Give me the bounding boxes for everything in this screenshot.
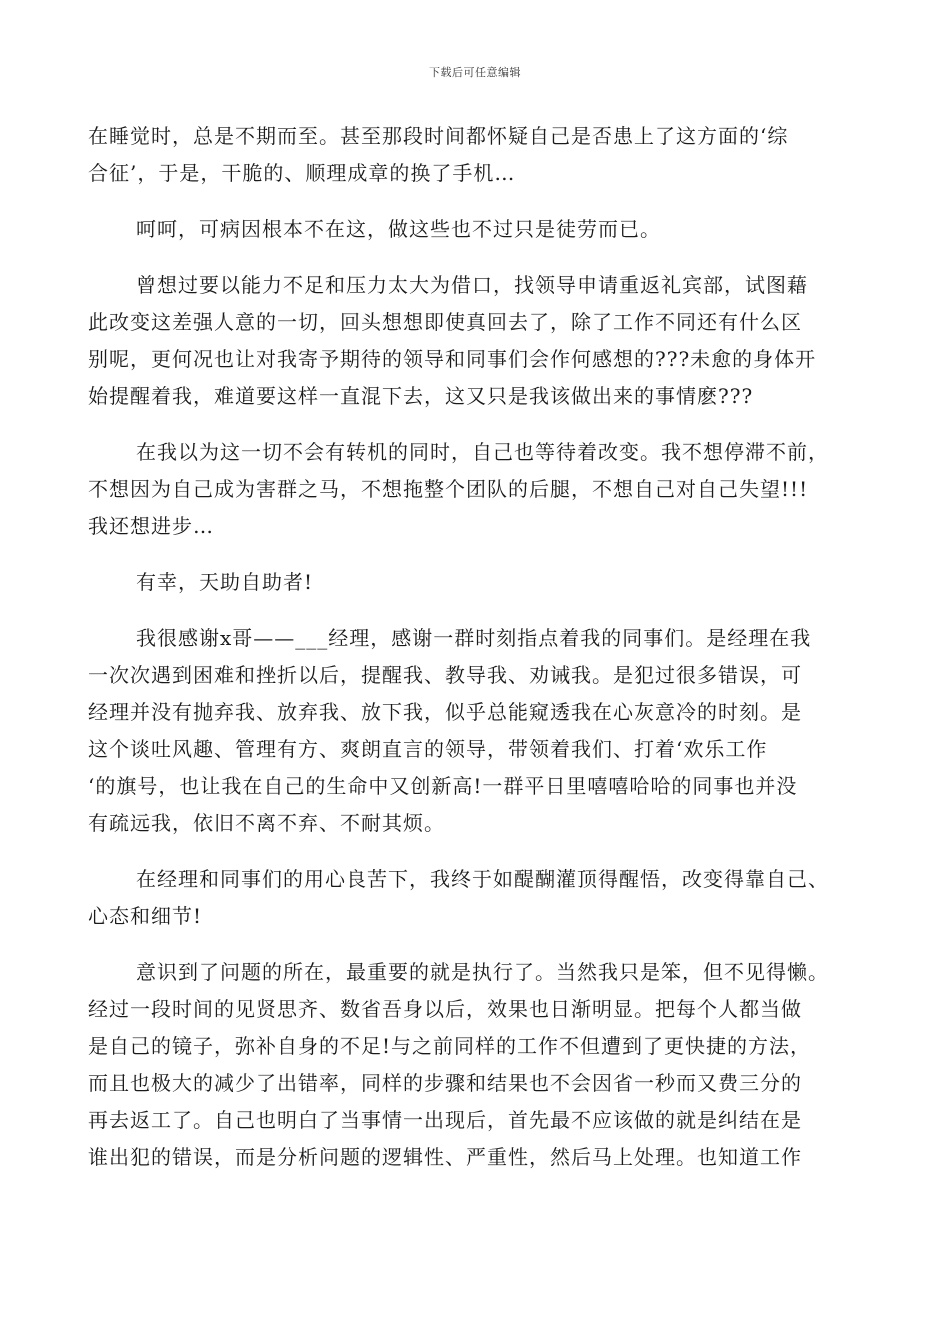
text-line: 在睡觉时，总是不期而至。甚至那段时间都怀疑自己是否患上了这方面的‘综: [88, 124, 789, 148]
paragraph: [88, 861, 863, 935]
text-line: 此改变这差强人意的一切，回头想想即使真回去了，除了工作不同还有什么区: [88, 310, 802, 334]
page-header: 下载后可任意编辑: [429, 66, 521, 79]
text-line: 有疏远我，依旧不离不弃、不耐其烦。: [88, 811, 445, 835]
text-line: 经理并没有抛弃我、放弃我、放下我，似乎总能窥透我在心灰意冷的时刻。是: [88, 700, 802, 724]
text-line: 不想因为自己成为害群之马，不想拖整个团队的后腿，不想自己对自己失望!!!: [88, 477, 809, 501]
text-line: 这个谈吐风趣、管理有方、爽朗直言的领导，带领着我们、打着‘欢乐工作: [88, 737, 768, 761]
text-line: 谁出犯的错误，而是分析问题的逻辑性、严重性，然后马上处理。也知道工作: [88, 1145, 802, 1169]
text-line: 我很感谢x哥——___经理，感谢一群时刻指点着我的同事们。是经理在我: [136, 626, 812, 650]
text-line: 呵呵，可病因根本不在这，做这些也不过只是徒劳而已。: [136, 217, 661, 241]
text-line: 意识到了问题的所在，最重要的就是执行了。当然我只是笨，但不见得懒。: [136, 960, 829, 984]
paragraph: [88, 211, 863, 248]
text-line: 是自己的镜子，弥补自身的不足!与之前同样的工作不但遭到了更快捷的方法，: [88, 1034, 812, 1058]
paragraph: [88, 267, 863, 415]
text-line: 有幸，天助自助者!: [136, 570, 314, 594]
text-line: 我还想进步…: [88, 514, 214, 538]
text-line: 曾想过要以能力不足和压力太大为借口，找领导申请重返礼宾部，试图藉: [136, 273, 808, 297]
paragraph: [88, 434, 863, 545]
paragraph: [88, 564, 863, 601]
document-body: [88, 118, 863, 1195]
text-line: 而且也极大的减少了出错率，同样的步骤和结果也不会因省一秒而又费三分的: [88, 1071, 802, 1095]
text-line: 始提醒着我，难道要这样一直混下去，这又只是我该做出来的事情麽???: [88, 384, 754, 408]
text-line: 在经理和同事们的用心良苦下，我终于如醍醐灌顶得醒悟，改变得靠自己、: [136, 867, 829, 891]
text-line: ‘的旗号，也让我在自己的生命中又创新高!一群平日里嘻嘻哈哈的同事也并没: [88, 774, 798, 798]
paragraph: [88, 954, 863, 1176]
text-line: 合征’，于是，干脆的、顺理成章的换了手机…: [88, 161, 516, 185]
text-line: 别呢，更何况也让对我寄予期待的领导和同事们会作何感想的???未愈的身体开: [88, 347, 817, 371]
text-line: 再去返工了。自己也明白了当事情一出现后，首先最不应该做的就是纠结在是: [88, 1108, 802, 1132]
paragraph: [88, 620, 863, 842]
text-line: 一次次遇到困难和挫折以后，提醒我、教导我、劝诫我。是犯过很多错误，可: [88, 663, 802, 687]
text-line: 经过一段时间的见贤思齐、数省吾身以后，效果也日渐明显。把每个人都当做: [88, 997, 802, 1021]
paragraph: [88, 118, 863, 192]
text-line: 心态和细节!: [88, 904, 203, 928]
text-line: 在我以为这一切不会有转机的同时，自己也等待着改变。我不想停滞不前，: [136, 440, 829, 464]
